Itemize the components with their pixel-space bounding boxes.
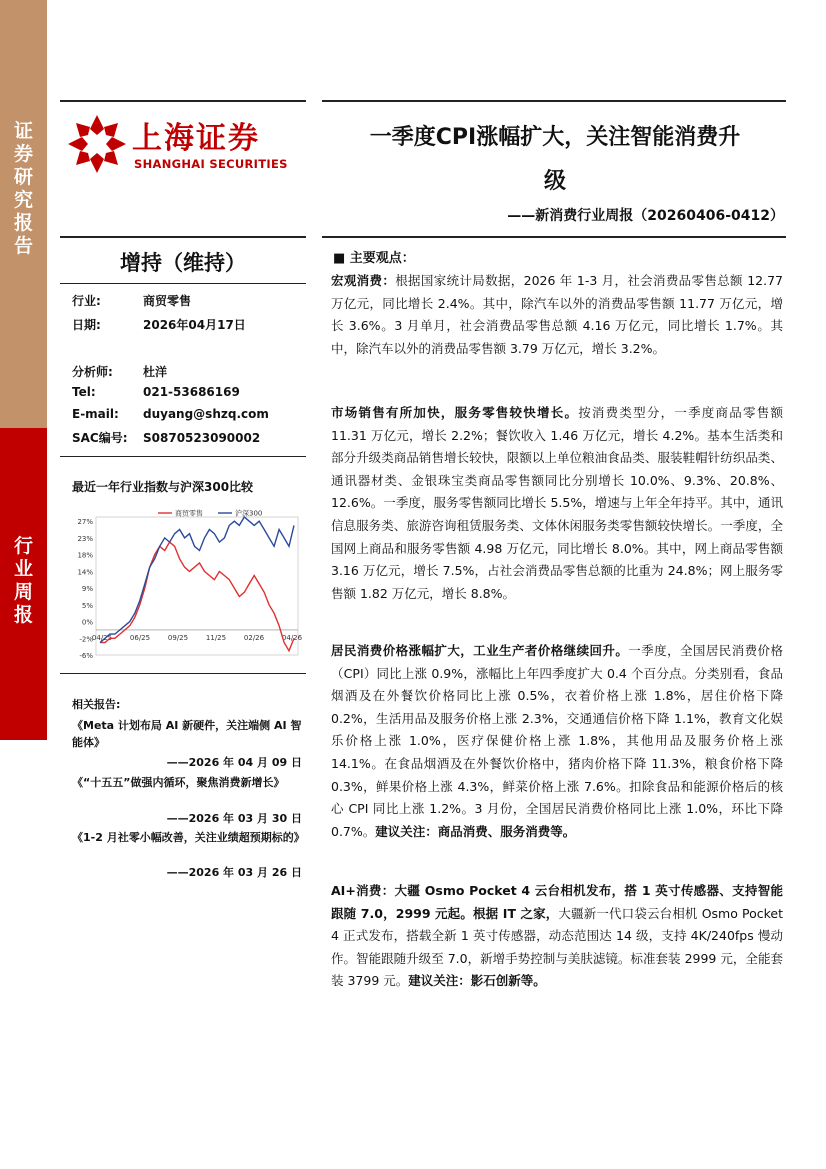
chart-rule-top: [60, 456, 306, 457]
report-title: [326, 116, 784, 204]
series-line-hs300: [100, 517, 294, 643]
y-tick-label: 0%: [81, 618, 93, 627]
y-tick-label: 9%: [81, 585, 93, 593]
chart-title: 最近一年行业指数与沪深300比较: [72, 480, 254, 494]
sidebar-report-type: 证券研究报告: [13, 120, 33, 257]
y-tick-label: 18%: [77, 551, 93, 560]
y-tick-label: 14%: [77, 568, 93, 577]
related-label: 相关报告:: [72, 698, 121, 711]
analyst-label: 分析师:: [72, 365, 113, 379]
y-tick-label: -2%: [79, 635, 93, 644]
analyst-row: [72, 363, 167, 380]
para-text: 一季度，全国居民消费价格（CPI）同比上涨 0.9%，涨幅比上年四季度扩大 0.4 个百分点。分类别看，食品烟酒及在外餐饮价格同比上涨 0.5%，衣着价格上涨 1.8%，居住价格下降 0.2%，生活用品及服务价格上涨 2.3%，交通通信价格下降 1.1%，教育文化娱乐价格上涨 1.0%，医疗保健价格上涨 1.8%，其他用品及服务价格上涨 14.1%。在食品烟酒及在外餐饮价格中，猪肉价格下降 11.3%，粮食价格下降 0.3%，鲜果价格上涨 4.3%，鲜菜价格上涨 7.6%。扣除食品和能源价格后的核心 CPI 同比上涨 1.2%。3 月份，全国居民消费价格同比上涨 1.0%，环比下降 0.7%。: [331, 643, 783, 839]
related-title-3[interactable]: 《1-2 月社零小幅改善，关注业绩超预期标的》: [72, 831, 305, 844]
y-tick-label: 23%: [77, 534, 93, 543]
industry-value: 商贸零售: [143, 294, 192, 308]
sac-label: SAC编号:: [72, 431, 128, 445]
sac-row: [72, 429, 260, 446]
x-tick-label: 09/25: [167, 633, 189, 642]
para-cpi: [331, 640, 783, 843]
y-tick-label: 27%: [77, 518, 93, 526]
para-text: 按消费类型分，一季度商品零售额 11.31 万亿元，增长 2.2%；餐饮收入 1.46 万亿元，增长 4.2%。基本生活类和部分升级类商品销售增长较快，限额以上单位粮油食品类、服装鞋帽针纺织品类、通讯器材类、金银珠宝类商品零售额同比分别增长 10.0%、9.3%、20.8%、12.6%。一季度，服务零售额同比增长 5.5%，增速与上年全年持平。其中，通讯信息服务类、旅游咨询租赁服务类、文体休闲服务类零售额较快增长。一季度，全国网上商品和服务零售额 4.98 万亿元，同比增长 8.0%。其中，网上商品零售额 3.16 万亿元，增长 7.5%，占社会消费品零售总额的比重为 24.8%；网上服务零售额 1.82 万亿元，增长 8.8%。: [331, 405, 783, 601]
para-lead: AI+消费：大疆 Osmo Pocket 4 云台相机发布，搭 1 英寸传感器、支持智能跟随 7.0，2999 元起。根据 IT 之家，: [331, 883, 783, 921]
rating-divider: [60, 283, 306, 284]
para-ai: [331, 880, 783, 993]
y-tick-label: -6%: [79, 652, 93, 660]
para-macro: [331, 270, 783, 360]
email-value[interactable]: duyang@shzq.com: [143, 407, 269, 421]
index-comparison-chart: [66, 505, 306, 665]
main-rule: [322, 236, 786, 238]
logo-emblem-icon: [66, 113, 128, 175]
para-tail: 建议关注：商品消费、服务消费等。: [375, 823, 576, 839]
legend-label: 商贸零售: [175, 509, 203, 518]
related-date-3: ——2026 年 03 月 26 日: [166, 866, 302, 879]
tel-value: 021-53686169: [143, 385, 240, 399]
main-heading: ■ 主要观点：: [333, 251, 415, 266]
chart-rule-bottom: [60, 673, 306, 674]
company-logo: [66, 113, 306, 178]
x-tick-label: 02/26: [243, 633, 265, 642]
logo-cn-text: 上海证券: [132, 121, 260, 156]
x-tick-label: 06/25: [129, 633, 151, 642]
para-lead: 居民消费价格涨幅扩大，工业生产者价格继续回升。: [331, 643, 629, 658]
para-lead: 宏观消费：: [331, 273, 396, 288]
sidebar-category: 行业周报: [13, 535, 33, 626]
related-date-2: ——2026 年 03 月 30 日: [166, 812, 302, 825]
header-rule-left: [60, 100, 306, 102]
date-row: [72, 316, 246, 333]
header-rule-right: [322, 100, 786, 102]
para-lead: 市场销售有所加快，服务零售较快增长。: [331, 405, 579, 420]
rating: 增持（维持）: [120, 251, 246, 275]
tel-row: [72, 385, 240, 399]
para-tail: 建议关注：影石创新等。: [408, 973, 546, 989]
industry-label: 行业:: [72, 294, 101, 308]
analyst-value: 杜洋: [143, 365, 168, 379]
title-line-1: 一季度CPI涨幅扩大，关注智能消费升: [369, 125, 741, 150]
y-tick-label: 5%: [81, 601, 93, 610]
chart-frame: [96, 517, 298, 655]
tel-label: Tel:: [72, 385, 96, 399]
email-label: E-mail:: [72, 407, 119, 421]
sac-value: S0870523090002: [143, 431, 261, 445]
title-line-2: 级: [543, 169, 566, 194]
para-text: 根据国家统计局数据，2026 年 1-3 月，社会消费品零售总额 12.77 万亿元，同比增长 2.4%。其中，除汽车以外的消费品零售额 11.77 万亿元，增长 3.6%。3 月单月，社会消费品零售总额 4.16 万亿元，同比增长 1.7%。其中，除汽车以外的消费品零售额 3.79 万亿元，增长 3.2%。: [331, 273, 783, 356]
rating-rule: [60, 236, 306, 238]
related-date-1: ——2026 年 04 月 09 日: [166, 756, 302, 769]
date-value: 2026年04月17日: [143, 318, 246, 332]
email-row: [72, 407, 269, 421]
para-text: 大疆新一代口袋云台相机 Osmo Pocket 4 正式发布，搭载全新 1 英寸传感器，动态范围达 14 级，支持 4K/240fps 慢动作。智能跟随升级至 7.0，新增手势控制与美肤滤镜。标准套装 2999 元，全能套装 3799 元。: [331, 905, 783, 989]
related-title-1[interactable]: 《Meta 计划布局 AI 新硬件，关注端侧 AI 智能体》: [72, 719, 302, 749]
x-tick-label: 11/25: [205, 633, 227, 642]
para-market: [331, 402, 783, 605]
report-subtitle: ——新消费行业周报（20260406-0412）: [507, 208, 784, 224]
x-tick-label: 04/25: [91, 633, 113, 642]
logo-en-text: SHANGHAI SECURITIES: [134, 157, 288, 171]
x-tick-label: 04/26: [281, 633, 303, 642]
date-label: 日期:: [72, 318, 101, 332]
legend-label: 沪深300: [235, 509, 263, 518]
related-title-2[interactable]: 《“十五五”做强内循环，聚焦消费新增长》: [72, 776, 285, 789]
industry-row: [72, 292, 191, 309]
